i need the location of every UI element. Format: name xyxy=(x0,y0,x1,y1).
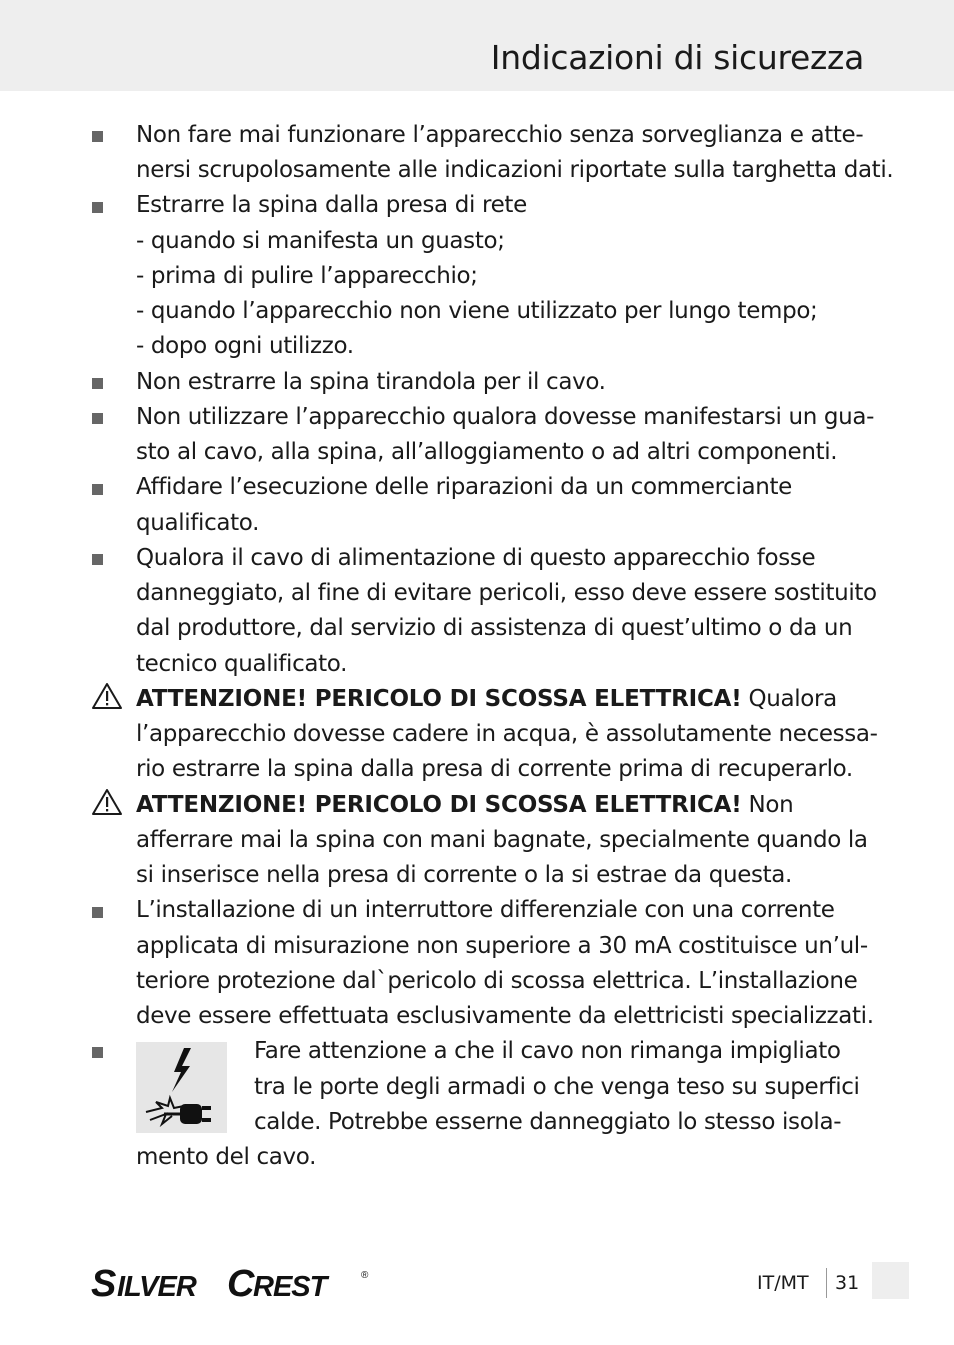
text-line: afferrare mai la spina con mani bagnate, specialmente quando la xyxy=(136,827,868,853)
bullet-icon xyxy=(92,1047,103,1058)
text-line: L’installazione di un interruttore differenziale con una corrente xyxy=(136,897,835,923)
text-line: Fare attenzione a che il cavo non rimanga impigliato xyxy=(254,1038,841,1064)
warning-heading: ATTENZIONE! PERICOLO DI SCOSSA ELETTRICA! xyxy=(136,792,742,818)
warning-line xyxy=(136,682,837,717)
text-line: tra le porte degli armadi o che venga teso su superfici xyxy=(254,1074,860,1100)
bullet-icon xyxy=(92,378,103,389)
text-line: dal produttore, dal servizio di assistenza di quest’ultimo o da un xyxy=(136,615,853,641)
text-line: l’apparecchio dovesse cadere in acqua, è assolutamente necessa- xyxy=(136,721,878,747)
text-line: - prima di pulire l’apparecchio; xyxy=(136,263,478,289)
svg-text:REST: REST xyxy=(253,1271,327,1302)
damaged-cable-pictogram xyxy=(136,1042,227,1133)
warning-text: Non xyxy=(741,792,794,818)
lightning-plug-icon xyxy=(136,1042,227,1133)
svg-text:C: C xyxy=(227,1263,253,1302)
text-line: nersi scrupolosamente alle indicazioni riportate sulla targhetta dati. xyxy=(136,157,894,183)
text-line: Affidare l’esecuzione delle riparazioni da un commerciante xyxy=(136,474,792,500)
bullet-icon xyxy=(92,131,103,142)
warning-triangle-icon xyxy=(91,682,123,710)
page-number: 31 xyxy=(835,1272,860,1294)
text-line: mento del cavo. xyxy=(136,1144,317,1170)
footer-divider xyxy=(826,1268,827,1298)
page-title: Indicazioni di sicurezza xyxy=(490,38,864,77)
brand-logo xyxy=(91,1262,373,1302)
warning-text: Qualora xyxy=(741,686,837,712)
text-line: deve essere effettuata esclusivamente da elettricisti specializzati. xyxy=(136,1003,874,1029)
svg-text:S: S xyxy=(91,1263,115,1302)
footer-language: IT/MT xyxy=(757,1272,809,1294)
text-line: Non utilizzare l’apparecchio qualora dovesse manifestarsi un gua- xyxy=(136,404,875,430)
text-line: danneggiato, al fine di evitare pericoli, esso deve essere sostituito xyxy=(136,580,877,606)
warning-heading: ATTENZIONE! PERICOLO DI SCOSSA ELETTRICA! xyxy=(136,686,742,712)
text-line: Qualora il cavo di alimentazione di questo apparecchio fosse xyxy=(136,545,816,571)
text-line: - quando si manifesta un guasto; xyxy=(136,228,505,254)
text-line: Estrarre la spina dalla presa di rete xyxy=(136,192,527,218)
warning-triangle-icon xyxy=(91,788,123,816)
footer-tab-marker xyxy=(872,1262,909,1299)
text-line: qualificato. xyxy=(136,510,260,536)
text-line: Non fare mai funzionare l’apparecchio senza sorveglianza e atte- xyxy=(136,122,864,148)
text-line: Non estrarre la spina tirandola per il cavo. xyxy=(136,369,606,395)
svg-text:ILVER: ILVER xyxy=(117,1271,196,1302)
text-line: rio estrarre la spina dalla presa di corrente prima di recuperarlo. xyxy=(136,756,853,782)
text-line: sto al cavo, alla spina, all’alloggiamento o ad altri componenti. xyxy=(136,439,838,465)
bullet-icon xyxy=(92,554,103,565)
svg-text:®: ® xyxy=(361,1270,369,1281)
bullet-icon xyxy=(92,413,103,424)
text-line: - dopo ogni utilizzo. xyxy=(136,333,354,359)
bullet-icon xyxy=(92,202,103,213)
bullet-icon xyxy=(92,484,103,495)
text-line: teriore protezione dal`pericolo di scossa elettrica. L’installazione xyxy=(136,968,858,994)
text-line: calde. Potrebbe esserne danneggiato lo stesso isola- xyxy=(254,1109,842,1135)
text-line: applicata di misurazione non superiore a 30 mA costituisce un’ul- xyxy=(136,933,868,959)
text-line: si inserisce nella presa di corrente o la si estrae da questa. xyxy=(136,862,793,888)
warning-line xyxy=(136,788,793,823)
bullet-icon xyxy=(92,907,103,918)
text-line: - quando l’apparecchio non viene utilizzato per lungo tempo; xyxy=(136,298,818,324)
text-line: tecnico qualificato. xyxy=(136,651,348,677)
